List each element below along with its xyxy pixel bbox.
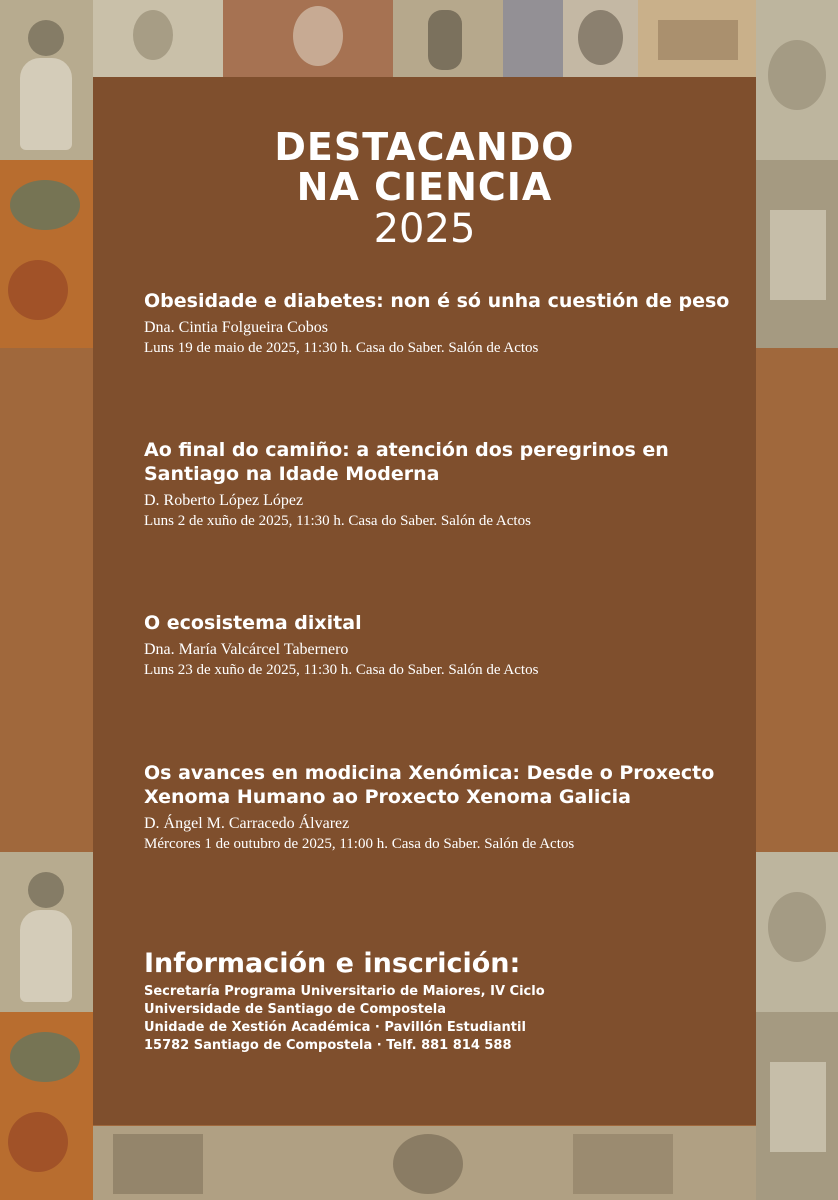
event-speaker: Dna. María Valcárcel Tabernero (144, 641, 349, 658)
photo-seated-woman (393, 0, 503, 77)
event-title: Os avances en modicina Xenómica: Desde o Proxecto Xenoma Humano ao Proxecto Xenoma Galicia (144, 762, 715, 808)
photo-old-man-portrait (223, 0, 393, 77)
photo-sketch-portrait (93, 0, 223, 77)
photo-flag-officer (503, 0, 638, 77)
event-datetime: Mércores 1 de outubro de 2025, 11:00 h. Casa do Saber. Salón de Actos (144, 836, 575, 852)
info-block (144, 947, 744, 1055)
event-datetime: Luns 19 de maio de 2025, 11:30 h. Casa do Saber. Salón de Actos (144, 340, 539, 356)
info-line: Secretaría Programa Universitario de Maiores, IV Ciclo (144, 984, 545, 999)
photo-woman-dress (0, 0, 93, 160)
photo-group-sepia (638, 0, 756, 77)
event-datetime: Luns 2 de xuño de 2025, 11:30 h. Casa do Saber. Salón de Actos (144, 513, 531, 529)
event-title: Ao final do camiño: a atención dos peregrinos en Santiago na Idade Moderna (144, 439, 669, 485)
event-speaker: D. Roberto López López (144, 492, 304, 509)
event-title: Obesidade e diabetes: non é só unha cuestión de peso (144, 290, 730, 312)
photo-suffrage-sign-2 (756, 1012, 838, 1200)
photo-suffrage-sign (756, 160, 838, 348)
poster-title (93, 127, 756, 251)
title-line-2: NA CIENCIA (296, 165, 553, 209)
info-line: Unidade de Xestión Académica · Pavillón Estudiantil (144, 1020, 526, 1035)
photo-elderly-woman-2 (756, 852, 838, 1012)
event-item (144, 761, 744, 854)
photo-woman-dress-2 (0, 852, 93, 1012)
photo-painting-musician-2 (0, 1012, 93, 1200)
event-item (144, 611, 744, 680)
event-title: O ecosistema dixital (144, 612, 362, 634)
event-speaker: Dna. Cintia Folgueira Cobos (144, 319, 328, 336)
photo-strip-bottom (93, 1126, 756, 1200)
title-year: 2025 (373, 206, 476, 252)
event-item (144, 438, 744, 531)
title-line-1: DESTACANDO (274, 125, 575, 169)
info-line: 15782 Santiago de Compostela · Telf. 881 814 588 (144, 1038, 512, 1053)
photo-painting-musician (0, 160, 93, 348)
content-panel (93, 77, 756, 1125)
photo-elderly-woman (756, 0, 838, 160)
info-heading: Información e inscrición: (144, 948, 521, 979)
info-line: Universidade de Santiago de Compostela (144, 1002, 447, 1017)
event-item (144, 289, 744, 358)
event-datetime: Luns 23 de xuño de 2025, 11:30 h. Casa do Saber. Salón de Actos (144, 662, 539, 678)
event-speaker: D. Ángel M. Carracedo Álvarez (144, 815, 350, 832)
